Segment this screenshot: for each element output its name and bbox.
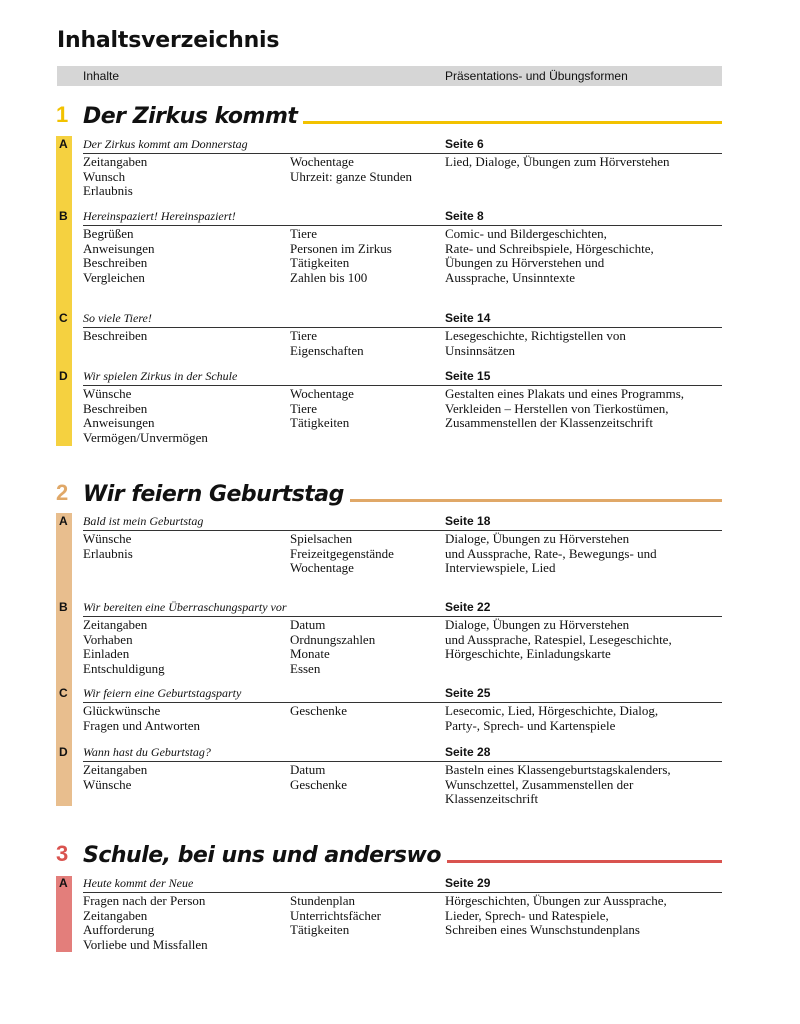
section-topics bbox=[83, 618, 165, 676]
list-item: Vergleichen bbox=[83, 269, 145, 285]
list-item: Wunschzettel, Zusammenstellen der bbox=[445, 776, 634, 792]
list-item: Tätigkeiten bbox=[290, 255, 350, 270]
chapter-color-stripe bbox=[56, 513, 72, 806]
chapter-title: Schule, bei uns und anderswo bbox=[83, 843, 441, 868]
section-exercises bbox=[445, 227, 654, 285]
list-item: Comic- und Bildergeschichten, bbox=[445, 226, 607, 241]
section-topics bbox=[83, 387, 208, 445]
column-header-bar bbox=[57, 66, 722, 86]
section-page: Seite 8 bbox=[445, 209, 484, 223]
header-forms-label: Präsentations- und Übungsformen bbox=[445, 69, 628, 83]
list-item: Aussprache, Unsinntexte bbox=[445, 269, 575, 285]
section-topics bbox=[83, 894, 208, 952]
section-letter: A bbox=[59, 137, 68, 151]
list-item: Interviewspiele, Lied bbox=[445, 560, 556, 575]
chapter-number: 1 bbox=[56, 102, 69, 127]
section-exercises bbox=[445, 387, 684, 431]
list-item: Dialoge, Übungen zu Hörverstehen bbox=[445, 617, 630, 632]
section-topics bbox=[83, 155, 147, 199]
list-item: Ordnungszahlen bbox=[290, 631, 376, 647]
list-item: Datum bbox=[290, 762, 326, 777]
chapter-title: Der Zirkus kommt bbox=[83, 104, 298, 129]
list-item: Unsinnsätzen bbox=[445, 342, 516, 358]
list-item: Wochentage bbox=[290, 386, 354, 401]
list-item: Glückwünsche bbox=[83, 703, 161, 718]
section-title: Heute kommt der Neue bbox=[83, 876, 194, 890]
list-item: Vorliebe und Missfallen bbox=[83, 936, 208, 952]
section-title: Hereinspaziert! Hereinspaziert! bbox=[83, 209, 236, 223]
section-topics bbox=[83, 227, 155, 285]
section-page: Seite 29 bbox=[445, 876, 491, 890]
section-exercises bbox=[445, 329, 626, 358]
section-vocabulary bbox=[290, 155, 412, 184]
list-item: Lesegeschichte, Richtigstellen von bbox=[445, 328, 626, 343]
chapter-rule bbox=[447, 860, 722, 863]
list-item: Beschreiben bbox=[83, 328, 148, 343]
section-vocabulary bbox=[290, 618, 375, 676]
page-title: Inhaltsverzeichnis bbox=[57, 28, 280, 53]
list-item: Aufforderung bbox=[83, 922, 155, 937]
section-title: Der Zirkus kommt am Donnerstag bbox=[83, 137, 248, 151]
list-item: Rate- und Schreibspiele, Hörgeschichte, bbox=[445, 240, 654, 256]
list-item: Datum bbox=[290, 617, 326, 632]
list-item: Wünsche bbox=[83, 531, 132, 546]
list-item: Zusammenstellen der Klassenzeitschrift bbox=[445, 415, 653, 430]
list-item: Wochentage bbox=[290, 154, 354, 169]
section-vocabulary bbox=[290, 704, 347, 719]
list-item: und Aussprache, Ratespiel, Lesegeschichte, bbox=[445, 631, 672, 647]
list-item: Tätigkeiten bbox=[290, 415, 350, 430]
list-item: Wochentage bbox=[290, 560, 354, 575]
section-vocabulary bbox=[290, 329, 364, 358]
list-item: Wünsche bbox=[83, 776, 132, 792]
list-item: Hörgeschichten, Übungen zur Aussprache, bbox=[445, 893, 667, 908]
list-item: Hörgeschichte, Einladungskarte bbox=[445, 646, 611, 661]
list-item: Schreiben eines Wunschstundenplans bbox=[445, 922, 640, 937]
list-item: Zeitangaben bbox=[83, 617, 148, 632]
section-rule bbox=[83, 225, 722, 226]
section-title: Bald ist mein Geburtstag bbox=[83, 514, 204, 528]
list-item: Party-, Sprech- und Kartenspiele bbox=[445, 717, 616, 733]
list-item: Tiere bbox=[290, 400, 317, 416]
chapter-rule bbox=[303, 121, 722, 124]
list-item: Vermögen/Unvermögen bbox=[83, 429, 208, 445]
section-exercises bbox=[445, 532, 657, 576]
list-item: Begrüßen bbox=[83, 226, 134, 241]
list-item: Einladen bbox=[83, 646, 130, 661]
list-item: und Aussprache, Rate-, Bewegungs- und bbox=[445, 545, 657, 561]
section-letter: A bbox=[59, 876, 68, 890]
section-title: Wann hast du Geburtstag? bbox=[83, 745, 211, 759]
list-item: Fragen nach der Person bbox=[83, 893, 206, 908]
list-item: Essen bbox=[290, 660, 321, 676]
section-letter: A bbox=[59, 514, 68, 528]
section-exercises bbox=[445, 704, 658, 733]
section-page: Seite 22 bbox=[445, 600, 491, 614]
section-topics bbox=[83, 763, 147, 792]
list-item: Eigenschaften bbox=[290, 342, 364, 358]
list-item: Zahlen bis 100 bbox=[290, 269, 368, 285]
list-item: Tiere bbox=[290, 328, 317, 343]
list-item: Beschreiben bbox=[83, 400, 148, 416]
section-page: Seite 18 bbox=[445, 514, 491, 528]
list-item: Vorhaben bbox=[83, 631, 133, 647]
chapter-color-stripe bbox=[56, 136, 72, 446]
section-letter: B bbox=[59, 209, 68, 223]
list-item: Zeitangaben bbox=[83, 154, 148, 169]
list-item: Lieder, Sprech- und Ratespiele, bbox=[445, 907, 609, 923]
list-item: Beschreiben bbox=[83, 255, 148, 270]
section-vocabulary bbox=[290, 894, 381, 938]
section-page: Seite 25 bbox=[445, 686, 491, 700]
list-item: Lied, Dialoge, Übungen zum Hörverstehen bbox=[445, 154, 670, 169]
section-letter: C bbox=[59, 311, 68, 325]
section-page: Seite 28 bbox=[445, 745, 491, 759]
list-item: Geschenke bbox=[290, 703, 348, 718]
chapter-title: Wir feiern Geburtstag bbox=[83, 482, 344, 507]
section-page: Seite 6 bbox=[445, 137, 484, 151]
list-item: Wünsche bbox=[83, 386, 132, 401]
section-exercises bbox=[445, 618, 672, 662]
list-item: Tiere bbox=[290, 226, 317, 241]
section-exercises bbox=[445, 894, 667, 938]
list-item: Anweisungen bbox=[83, 240, 155, 256]
section-topics bbox=[83, 704, 200, 733]
list-item: Entschuldigung bbox=[83, 660, 165, 676]
list-item: Freizeitgegenstände bbox=[290, 545, 394, 561]
section-vocabulary bbox=[290, 532, 394, 576]
list-item: Erlaubnis bbox=[83, 183, 133, 198]
list-item: Lesecomic, Lied, Hörgeschichte, Dialog, bbox=[445, 703, 659, 718]
list-item: Gestalten eines Plakats und eines Programms, bbox=[445, 386, 685, 401]
chapter-number: 2 bbox=[56, 480, 69, 505]
section-exercises bbox=[445, 155, 670, 170]
chapter-number: 3 bbox=[56, 841, 69, 866]
list-item: Tätigkeiten bbox=[290, 922, 350, 937]
list-item: Zeitangaben bbox=[83, 907, 148, 923]
section-page: Seite 14 bbox=[445, 311, 491, 325]
list-item: Dialoge, Übungen zu Hörverstehen bbox=[445, 531, 630, 546]
list-item: Unterrichtsfächer bbox=[290, 907, 381, 923]
section-title: So viele Tiere! bbox=[83, 311, 152, 325]
section-topics bbox=[83, 532, 133, 561]
section-vocabulary bbox=[290, 387, 354, 431]
list-item: Stundenplan bbox=[290, 893, 355, 908]
section-title: Wir feiern eine Geburtstagsparty bbox=[83, 686, 242, 700]
list-item: Verkleiden – Herstellen von Tierkostümen, bbox=[445, 400, 669, 416]
list-item: Uhrzeit: ganze Stunden bbox=[290, 168, 413, 184]
section-rule bbox=[83, 327, 722, 328]
chapter-rule bbox=[350, 499, 722, 502]
section-title: Wir spielen Zirkus in der Schule bbox=[83, 369, 238, 383]
list-item: Basteln eines Klassengeburtstagskalenders, bbox=[445, 762, 671, 777]
section-page: Seite 15 bbox=[445, 369, 491, 383]
header-contents-label: Inhalte bbox=[83, 69, 120, 83]
list-item: Erlaubnis bbox=[83, 545, 133, 561]
list-item: Personen im Zirkus bbox=[290, 240, 392, 256]
list-item: Wunsch bbox=[83, 168, 126, 184]
section-letter: B bbox=[59, 600, 68, 614]
list-item: Klassenzeitschrift bbox=[445, 791, 539, 806]
list-item: Monate bbox=[290, 646, 330, 661]
section-title: Wir bereiten eine Überraschungsparty vor bbox=[83, 600, 287, 614]
section-vocabulary bbox=[290, 763, 347, 792]
section-letter: C bbox=[59, 686, 68, 700]
section-vocabulary bbox=[290, 227, 392, 285]
section-exercises bbox=[445, 763, 671, 807]
section-letter: D bbox=[59, 369, 68, 383]
section-letter: D bbox=[59, 745, 68, 759]
list-item: Spielsachen bbox=[290, 531, 353, 546]
section-topics bbox=[83, 329, 147, 344]
list-item: Anweisungen bbox=[83, 415, 155, 430]
list-item: Zeitangaben bbox=[83, 762, 148, 777]
list-item: Geschenke bbox=[290, 776, 348, 792]
list-item: Fragen und Antworten bbox=[83, 717, 200, 733]
list-item: Übungen zu Hörverstehen und bbox=[445, 255, 605, 270]
